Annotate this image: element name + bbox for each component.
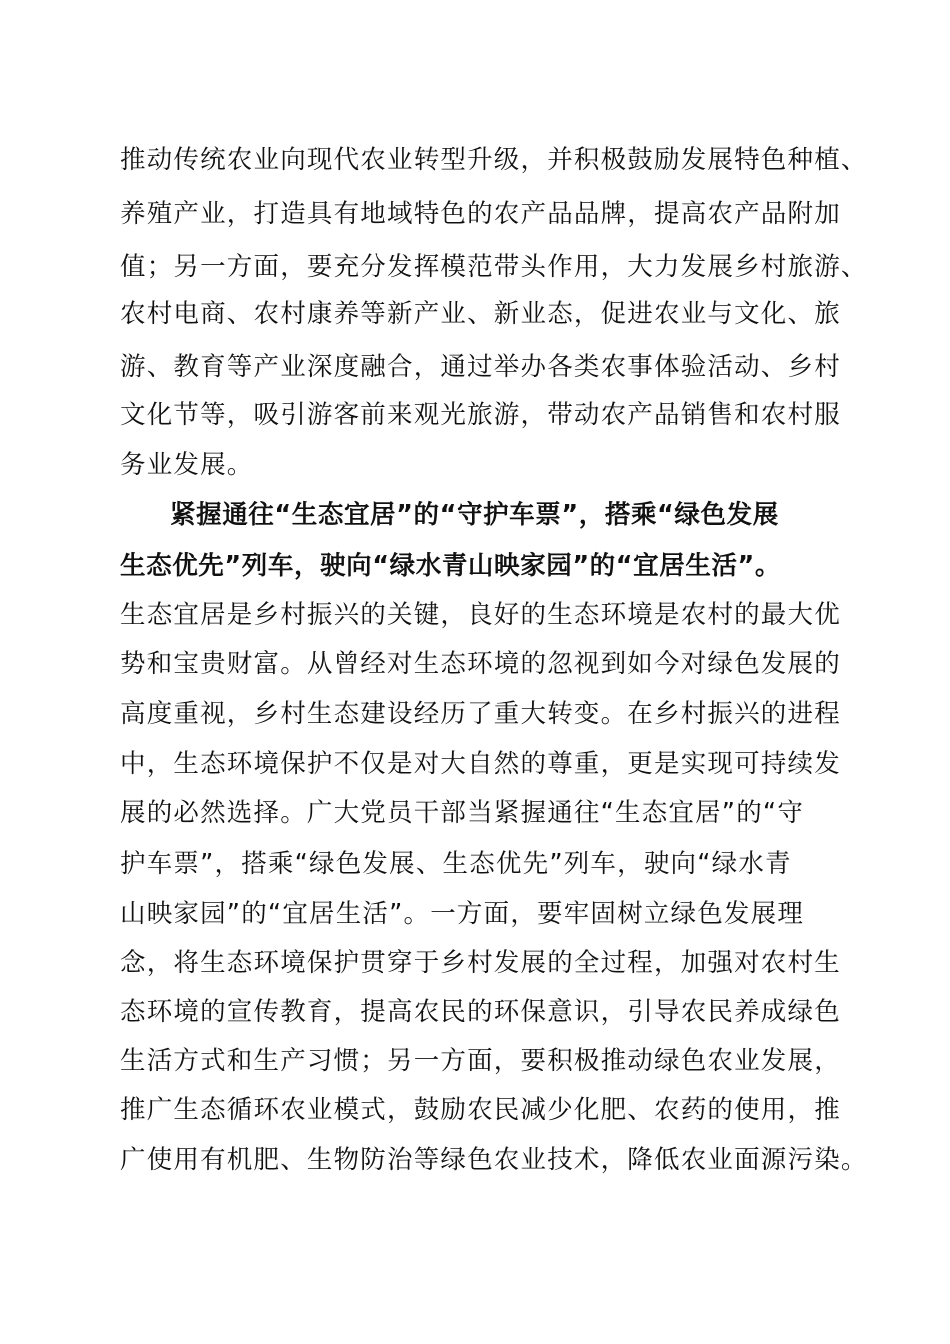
paragraph-1-line: 推动传统农业向现代农业转型升级，并积极鼓励发展特色种植、 xyxy=(120,145,868,175)
paragraph-1-line: 农村电商、农村康养等新产业、新业态，促进农业与文化、旅 xyxy=(120,299,841,329)
paragraph-2-line: 展的必然选择。广大党员干部当紧握通往“生态宜居”的“守 xyxy=(120,798,805,828)
paragraph-1-line: 值；另一方面，要充分发挥模范带头作用，大力发展乡村旅游、 xyxy=(120,252,868,282)
section-heading-line: 紧握通往“生态宜居”的“守护车票”，搭乘“绿色发展 xyxy=(170,500,779,530)
paragraph-2-line: 中，生态环境保护不仅是对大自然的尊重，更是实现可持续发 xyxy=(120,749,841,779)
paragraph-2-line: 山映家园”的“宜居生活”。一方面，要牢固树立绿色发展理 xyxy=(120,899,805,929)
paragraph-2-line: 广使用有机肥、生物防治等绿色农业技术，降低农业面源污染。 xyxy=(120,1145,868,1175)
paragraph-1-line: 养殖产业，打造具有地域特色的农产品品牌，提高农产品附加 xyxy=(120,199,841,229)
paragraph-1-line: 文化节等，吸引游客前来观光旅游，带动农产品销售和农村服 xyxy=(120,400,841,430)
section-heading-line: 生态优先”列车，驶向“绿水青山映家园”的“宜居生活”。 xyxy=(120,551,781,581)
paragraph-2-line: 生活方式和生产习惯；另一方面，要积极推动绿色农业发展， xyxy=(120,1046,841,1076)
paragraph-2-line: 高度重视，乡村生态建设经历了重大转变。在乡村振兴的进程 xyxy=(120,699,841,729)
paragraph-2-line: 态环境的宣传教育，提高农民的环保意识，引导农民养成绿色 xyxy=(120,997,841,1027)
paragraph-1-line: 游、教育等产业深度融合，通过举办各类农事体验活动、乡村 xyxy=(120,352,841,382)
paragraph-1-line: 务业发展。 xyxy=(120,450,254,480)
paragraph-2-line: 生态宜居是乡村振兴的关键，良好的生态环境是农村的最大优 xyxy=(120,600,841,630)
paragraph-2-line: 护车票”，搭乘“绿色发展、生态优先”列车，驶向“绿水青 xyxy=(120,849,792,879)
paragraph-2-line: 势和宝贵财富。从曾经对生态环境的忽视到如今对绿色发展的 xyxy=(120,649,841,679)
paragraph-2-line: 推广生态循环农业模式，鼓励农民减少化肥、农药的使用，推 xyxy=(120,1095,841,1125)
paragraph-2-line: 念，将生态环境保护贯穿于乡村发展的全过程，加强对农村生 xyxy=(120,948,841,978)
